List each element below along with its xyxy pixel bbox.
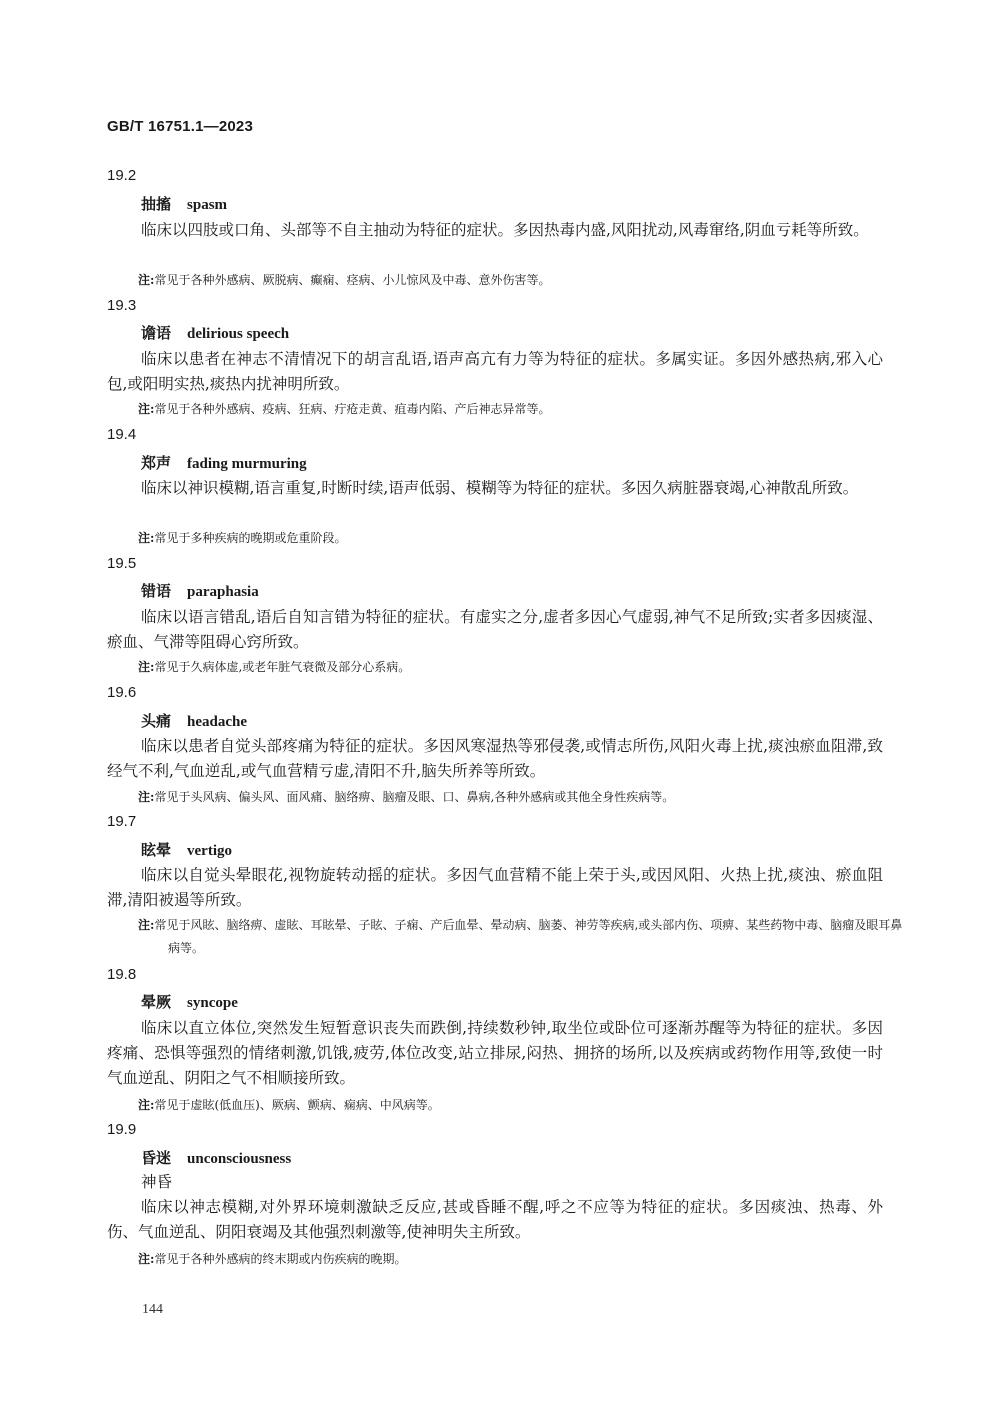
entry-definition: 临床以语言错乱,语后自知言错为特征的症状。有虚实之分,虚者多因心气虚弱,神气不足所致;实者多因痰湿、瘀血、气滞等阻碍心窍所致。	[107, 608, 883, 651]
entry-note	[138, 656, 883, 679]
entry-term	[141, 710, 247, 731]
entry-term	[141, 452, 307, 473]
term-zh: 头痛	[141, 712, 172, 730]
page-number: 144	[142, 1302, 163, 1317]
entry-number: 19.9	[107, 1121, 137, 1138]
term-zh: 谵语	[141, 324, 172, 342]
term-en: spasm	[187, 197, 228, 213]
term-en: delirious speech	[187, 326, 290, 342]
note-label: 注:	[138, 402, 155, 416]
term-en: headache	[187, 714, 248, 730]
term-zh: 郑声	[141, 454, 172, 472]
note-text: 常见于虚眩(低血压)、厥病、颤病、痫病、中风病等。	[154, 1098, 440, 1112]
entry-definition: 临床以四肢或口角、头部等不自主抽动为特征的症状。多因热毒内盛,风阳扰动,风毒窜络,阴血亏耗等所致。	[141, 221, 869, 239]
entry-note	[138, 1248, 883, 1271]
note-label: 注:	[138, 1098, 155, 1112]
entry-term	[141, 991, 238, 1012]
term-zh: 晕厥	[141, 993, 172, 1011]
note-label: 注:	[138, 1252, 155, 1266]
entry-note	[138, 527, 883, 550]
entry-term	[141, 580, 259, 601]
entry-term	[141, 839, 232, 860]
entry-note	[138, 398, 883, 421]
note-text: 常见于各种外感病、厥脱病、癫痫、痉病、小儿惊风及中毒、意外伤害等。	[154, 273, 551, 287]
note-label: 注:	[138, 918, 155, 932]
term-en: fading murmuring	[187, 456, 307, 472]
note-label: 注:	[138, 531, 155, 545]
note-label: 注:	[138, 660, 155, 674]
term-en: syncope	[187, 995, 238, 1011]
term-en: vertigo	[187, 843, 232, 859]
note-text: 常见于多种疾病的晚期或危重阶段。	[154, 531, 347, 545]
term-zh: 眩晕	[141, 841, 172, 859]
term-en: unconsciousness	[187, 1151, 292, 1167]
entry-number: 19.2	[107, 167, 137, 184]
entry-number: 19.5	[107, 555, 137, 572]
entry-definition: 临床以神志模糊,对外界环境刺激缺乏反应,甚或昏睡不醒,呼之不应等为特征的症状。多因痰浊、热毒、外伤、气血逆乱、阴阳衰竭及其他强烈刺激等,使神明失主所致。	[107, 1198, 883, 1241]
entry-term	[141, 193, 227, 214]
entry-number: 19.6	[107, 684, 137, 701]
entry-note	[138, 914, 913, 960]
entry-term	[141, 1147, 291, 1168]
note-text: 常见于各种外感病的终末期或内伤疾病的晚期。	[154, 1252, 407, 1266]
entry-definition: 临床以患者自觉头部疼痛为特征的症状。多因风寒湿热等邪侵袭,或情志所伤,风阳火毒上扰,痰浊瘀血阻滞,致经气不利,气血逆乱,或气血营精亏虚,清阳不升,脑失所养等所致。	[107, 737, 883, 780]
entry-term	[141, 322, 289, 343]
entry-synonym: 神昏	[141, 1173, 173, 1191]
entry-definition: 临床以直立体位,突然发生短暂意识丧失而跌倒,持续数秒钟,取坐位或卧位可逐渐苏醒等为特征的症状。多因疼痛、恐惧等强烈的情绪刺激,饥饿,疲劳,体位改变,站立排尿,闷热、拥挤的场所,以及疾病或药物作用等,致使一时气血逆乱、阴阳之气不相顺接所致。	[107, 1019, 883, 1087]
term-zh: 昏迷	[141, 1149, 172, 1167]
note-text: 常见于风眩、脑络痹、虚眩、耳眩晕、子眩、子痫、产后血晕、晕动病、脑萎、神劳等疾病,或头部内伤、项痹、某些药物中毒、脑瘤及眼耳鼻病等。	[154, 918, 903, 955]
entry-note	[138, 269, 883, 292]
entry-definition: 临床以患者在神志不清情况下的胡言乱语,语声高亢有力等为特征的症状。多属实证。多因外感热病,邪入心包,或阳明实热,痰热内扰神明所致。	[107, 350, 883, 393]
note-text: 常见于久病体虚,或老年脏气衰微及部分心系病。	[154, 660, 411, 674]
entry-number: 19.7	[107, 813, 137, 830]
entry-number: 19.8	[107, 966, 137, 983]
note-label: 注:	[138, 790, 155, 804]
note-label: 注:	[138, 273, 155, 287]
note-text: 常见于头风病、偏头风、面风痛、脑络痹、脑瘤及眼、口、鼻病,各种外感病或其他全身性疾病等。	[154, 790, 675, 804]
entry-note	[138, 786, 883, 809]
term-zh: 错语	[141, 582, 172, 600]
standard-code-header: GB/T 16751.1—2023	[107, 118, 253, 135]
entry-number: 19.4	[107, 426, 137, 443]
term-en: paraphasia	[187, 584, 259, 600]
entry-definition: 临床以神识模糊,语言重复,时断时续,语声低弱、模糊等为特征的症状。多因久病脏器衰竭,心神散乱所致。	[141, 479, 859, 497]
note-text: 常见于各种外感病、疫病、狂病、疔疮走黄、疽毒内陷、产后神志异常等。	[154, 402, 551, 416]
entry-number: 19.3	[107, 297, 137, 314]
entry-note	[138, 1094, 883, 1117]
entry-definition: 临床以自觉头晕眼花,视物旋转动摇的症状。多因气血营精不能上荣于头,或因风阳、火热上扰,痰浊、瘀血阻滞,清阳被遏等所致。	[107, 866, 883, 909]
term-zh: 抽搐	[141, 195, 172, 213]
